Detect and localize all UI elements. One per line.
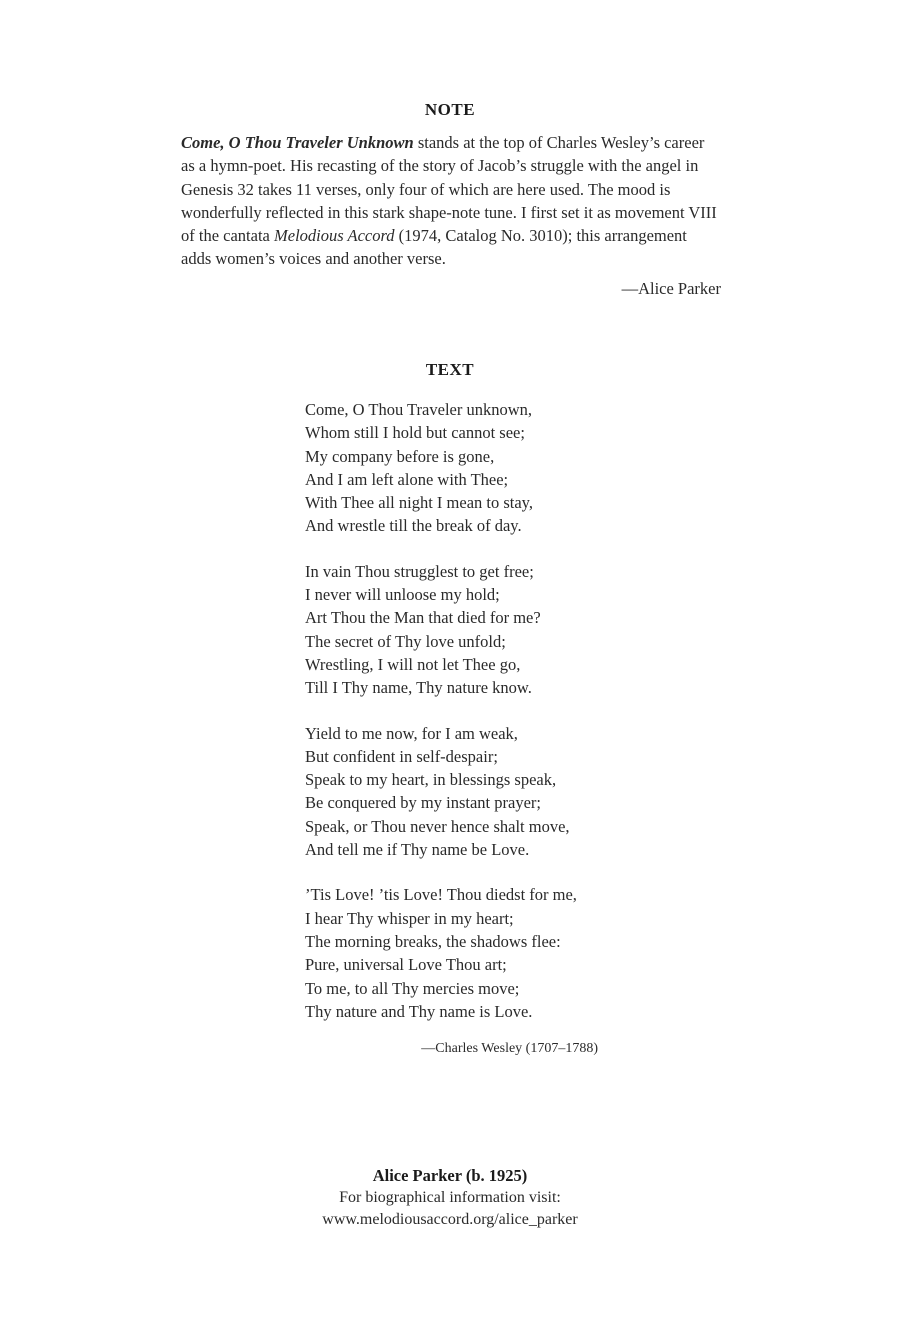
stanza-3 <box>305 722 625 862</box>
note-heading: NOTE <box>424 100 476 119</box>
poem-line: Speak, or Thou never hence shalt move, <box>305 816 570 836</box>
poem-line: ’Tis Love! ’tis Love! Thou diedst for me, <box>305 885 577 905</box>
poem-line: Pure, universal Love Thou art; <box>305 955 507 975</box>
poem-line: Thy nature and Thy name is Love. <box>305 1001 533 1021</box>
poem-line: The morning breaks, the shadows flee: <box>305 931 561 951</box>
poem-line: With Thee all night I mean to stay, <box>305 493 533 513</box>
poem-line: Be conquered by my instant prayer; <box>305 793 541 813</box>
poem-attribution: —Charles Wesley (1707–1788) <box>421 1041 598 1056</box>
text-heading: TEXT <box>425 360 475 379</box>
note-text-part-2: (1974, Catalog No. 3010); this arrangement adds women’s voices and another verse. <box>181 226 687 269</box>
stanza-4 <box>305 883 625 1023</box>
poem-line: Wrestling, I will not let Thee go, <box>305 654 521 674</box>
stanza-2 <box>305 560 625 700</box>
poem-line: In vain Thou strugglest to get free; <box>305 561 534 581</box>
poem-line: My company before is gone, <box>305 446 495 466</box>
composer-name: Alice Parker (b. 1925) <box>372 1166 528 1185</box>
poem-line: To me, to all Thy mercies move; <box>305 978 520 998</box>
poem-line: Speak to my heart, in blessings speak, <box>305 770 557 790</box>
poem-line: But confident in self-despair; <box>305 746 498 766</box>
poem-line: And I am left alone with Thee; <box>305 469 509 489</box>
bio-info-text: For biographical information visit: <box>339 1189 561 1206</box>
poem-line: Till I Thy name, Thy nature know. <box>305 678 532 698</box>
poem-line: Yield to me now, for I am weak, <box>305 723 518 743</box>
note-text-part-1: stands at the top of Charles Wesley’s career as a hymn-poet. His recasting of the story of Jacob’s struggle with the angel in Genesis 32 takes 11 verses, only four of which are here used. The mood is wonderfully reflected in this stark shape-note tune. I first set it as movement VIII of the cantata <box>181 133 717 246</box>
note-paragraph <box>181 131 721 271</box>
bio-url: www.melodiousaccord.org/alice_parker <box>322 1211 578 1228</box>
poem-line: The secret of Thy love unfold; <box>305 631 506 651</box>
note-signature: —Alice Parker <box>621 279 721 298</box>
hymn-title: Come, O Thou Traveler Unknown <box>181 133 414 152</box>
poem <box>305 398 625 1045</box>
stanza-1 <box>305 398 625 538</box>
poem-line: Whom still I hold but cannot see; <box>305 423 525 443</box>
poem-line: Come, O Thou Traveler unknown, <box>305 400 533 419</box>
poem-line: Art Thou the Man that died for me? <box>305 608 541 628</box>
poem-line: I hear Thy whisper in my heart; <box>305 908 514 928</box>
cantata-title: Melodious Accord <box>274 226 395 246</box>
poem-line: I never will unloose my hold; <box>305 585 500 605</box>
composer-bio <box>0 1165 900 1231</box>
poem-line: And wrestle till the break of day. <box>305 516 522 536</box>
poem-line: And tell me if Thy name be Love. <box>305 840 530 860</box>
